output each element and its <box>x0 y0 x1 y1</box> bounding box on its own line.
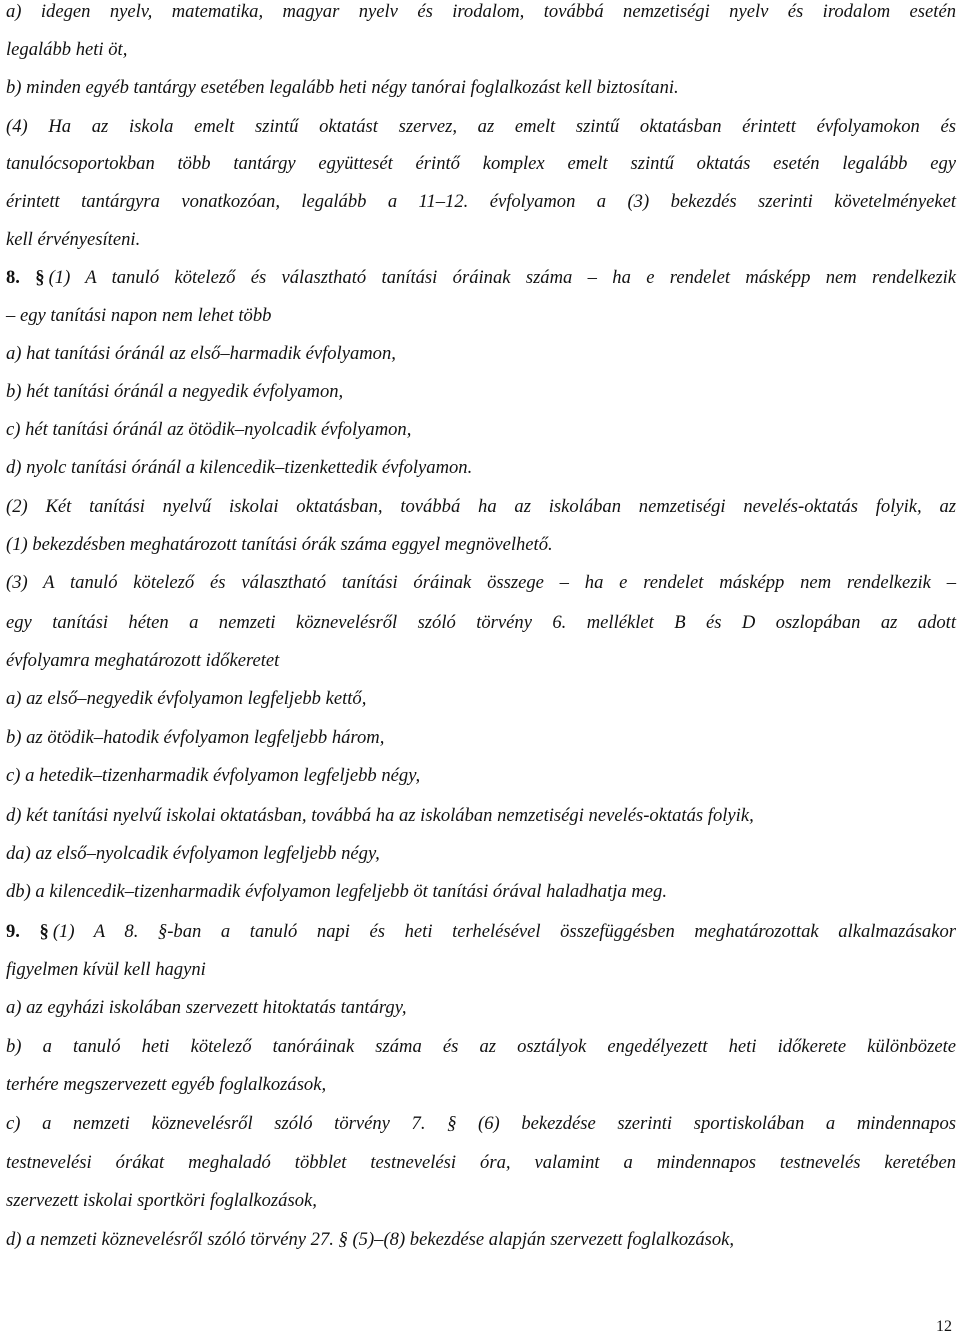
text-line: b) az ötödik–hatodik évfolyamon legfeljebb három, <box>6 727 385 748</box>
section-number: 9. § <box>6 921 49 942</box>
text-line: a) hat tanítási óránál az első–harmadik évfolyamon, <box>6 343 396 364</box>
text-line: tanulócsoportokban több tantárgy együttesét érintő komplex emelt szintű oktatás esetén legalább egy <box>6 153 956 174</box>
text-line: testnevelési órákat meghaladó többlet testnevelési óra, valamint a mindennapos testnevelés keretében <box>6 1152 956 1173</box>
text-line <box>6 267 956 289</box>
text-line: kell érvényesíteni. <box>6 229 141 250</box>
text-line: b) hét tanítási óránál a negyedik évfolyamon, <box>6 381 344 402</box>
text-line: legalább heti öt, <box>6 39 128 60</box>
text-line: (3) A tanuló kötelező és választható tanítási óráinak összege – ha e rendelet másképp nem rendelkezik – <box>6 572 956 593</box>
text-line: db) a kilencedik–tizenharmadik évfolyamon legfeljebb öt tanítási órával haladhatja meg. <box>6 881 667 902</box>
text-line: egy tanítási héten a nemzeti köznevelésről szóló törvény 6. melléklet B és D oszlopában az adott <box>6 612 956 633</box>
text-line: figyelmen kívül kell hagyni <box>6 959 206 980</box>
text-line: évfolyamra meghatározott időkeretet <box>6 650 280 671</box>
text-line: terhére megszervezett egyéb foglalkozások, <box>6 1074 327 1095</box>
text-line <box>6 921 956 943</box>
line-text: (1) A 8. §-ban a tanuló napi és heti terhelésével összefüggésben meghatározottak alkalmazásakor <box>52 921 957 942</box>
text-line: szervezett iskolai sportköri foglalkozások, <box>6 1190 317 1211</box>
text-line: d) a nemzeti köznevelésről szóló törvény 27. § (5)–(8) bekezdése alapján szervezett foglalkozások, <box>6 1229 735 1250</box>
page-number: 12 <box>936 1318 952 1335</box>
text-line: (2) Két tanítási nyelvű iskolai oktatásban, továbbá ha az iskolában nemzetiségi nevelés-oktatás folyik, az <box>6 496 956 517</box>
text-line: érintett tantárgyra vonatkozóan, legalább a 11–12. évfolyamon a (3) bekezdés szerinti követelményeket <box>6 191 956 212</box>
text-line: a) az egyházi iskolában szervezett hitoktatás tantárgy, <box>6 997 407 1018</box>
text-line: d) nyolc tanítási óránál a kilencedik–tizenkettedik évfolyamon. <box>6 457 473 478</box>
text-line: – egy tanítási napon nem lehet több <box>6 305 272 326</box>
text-line: c) hét tanítási óránál az ötödik–nyolcadik évfolyamon, <box>6 419 412 440</box>
text-line: c) a hetedik–tizenharmadik évfolyamon legfeljebb négy, <box>6 765 421 786</box>
text-line: (4) Ha az iskola emelt szintű oktatást szervez, az emelt szintű oktatásban érintett évfolyamokon és <box>6 116 956 137</box>
section-number: 8. § <box>6 267 45 288</box>
text-line: c) a nemzeti köznevelésről szóló törvény 7. § (6) bekezdése szerinti sportiskolában a mindennapos <box>6 1113 956 1134</box>
text-line: a) az első–negyedik évfolyamon legfeljebb kettő, <box>6 688 367 709</box>
text-line: da) az első–nyolcadik évfolyamon legfeljebb négy, <box>6 843 380 864</box>
text-line: b) minden egyéb tantárgy esetében legalább heti négy tanórai foglalkozást kell biztosítani. <box>6 77 679 98</box>
text-line: b) a tanuló heti kötelező tanóráinak száma és az osztályok engedélyezett heti időkerete különbözete <box>6 1036 956 1057</box>
line-text: (1) A tanuló kötelező és választható tanítási óráinak száma – ha e rendelet másképp nem rendelkezik <box>48 267 956 288</box>
text-line: (1) bekezdésben meghatározott tanítási órák száma eggyel megnövelhető. <box>6 534 553 555</box>
text-line: a) idegen nyelv, matematika, magyar nyelv és irodalom, továbbá nemzetiségi nyelv és irodalom esetén <box>6 1 956 22</box>
text-line: d) két tanítási nyelvű iskolai oktatásban, továbbá ha az iskolában nemzetiségi nevelés-oktatás folyik, <box>6 805 754 826</box>
